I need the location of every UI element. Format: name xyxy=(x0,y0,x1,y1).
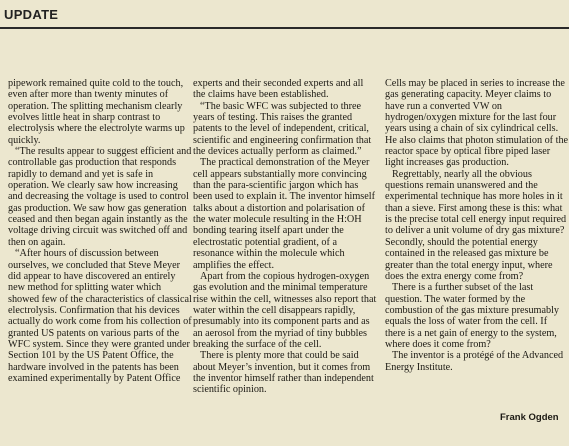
section-title: UPDATE xyxy=(4,7,59,22)
author-signature: Frank Ogden xyxy=(500,412,559,423)
article-column-2 xyxy=(193,78,377,396)
paragraph: pipework remained quite cold to the touch, even after more than twenty minutes of operation. The splitting mechanism clearly evolves little heat in sharp contrast to electrolysis where the electrolyte warms up quickly. xyxy=(8,78,185,146)
paragraph: There is plenty more that could be said about Meyer’s invention, but it comes from the inventor himself rather than independent scientific opinion. xyxy=(193,350,374,396)
paragraph: experts and their seconded experts and all the claims have been established. xyxy=(193,78,364,101)
paragraph: Regrettably, nearly all the obvious questions remain unanswered and the experimental technique has more holes in it than a sieve. First among these is this: what is the precise total cell energy input required to deliver a unit volume of dry gas mixture? Secondly, should the potential energy contained in the released gas mixture be greater than the total energy input, where does the extra energy come from? xyxy=(385,168,567,282)
paragraph: The inventor is a protégé of the Advanced Energy Institute. xyxy=(385,350,564,373)
page-header xyxy=(0,0,569,30)
article-column-1 xyxy=(8,78,192,384)
paragraph: “The basic WFC was subjected to three years of testing. This raises the granted patents to the level of independent, critical, scientific and engineering confirmation that the devices actually perform as claimed.” xyxy=(193,100,372,158)
paragraph: The practical demonstration of the Meyer cell appears substantially more convincing than the para-scientific jargon which has been used to explain it. The inventor himself talks about a distortion and polarisation of the water molecule resulting in the H:OH bonding tearing itself apart under the electrostatic potential gradient, of a resonance within the molecule which amplifies the effect. xyxy=(193,157,376,271)
paragraph: Cells may be placed in series to increase the gas generating capacity. Meyer claims to have run a converted VW on hydrogen/oxygen mixture for the last four years using a chain of six cylindrical cells. He also claims that photon stimulation of the reactor space by optical fibre piped laser light increases gas production. xyxy=(385,78,569,169)
paragraph: Apart from the copious hydrogen-oxygen gas evolution and the minimal temperature rise within the cell, witnesses also report that water within the cell disappears rapidly, presumably into its component parts and as an aerosol from the myriad of tiny bubbles breaking the surface of the cell. xyxy=(193,270,377,350)
paragraph: “The results appear to suggest efficient and controllable gas production that responds rapidly to demand and yet is safe in operation. We clearly saw how increasing and decreasing the voltage is used to control gas production. We saw how gas generation ceased and then began again instantly as the voltage driving circuit was switched off and then on again. xyxy=(8,146,192,248)
paragraph: “After hours of discussion between ourselves, we concluded that Steve Meyer did appear to have discovered an entirely new method for splitting water which showed few of the characteristics of classical electrolysis. Confirmation that his devices actually do work come from his collection of granted US patents on various parts of the WFC system. Since they were granted under Section 101 by the US Patent Office, the hardware involved in the patents has been examined experimentally by Patent Office xyxy=(8,248,192,384)
header-rule xyxy=(0,27,569,29)
paragraph: There is a further subset of the last question. The water formed by the combustion of the gas mixture presumably equals the loss of water from the cell. If there is a net gain of energy to the system, where does it come from? xyxy=(385,282,560,350)
article-column-3 xyxy=(385,78,569,373)
